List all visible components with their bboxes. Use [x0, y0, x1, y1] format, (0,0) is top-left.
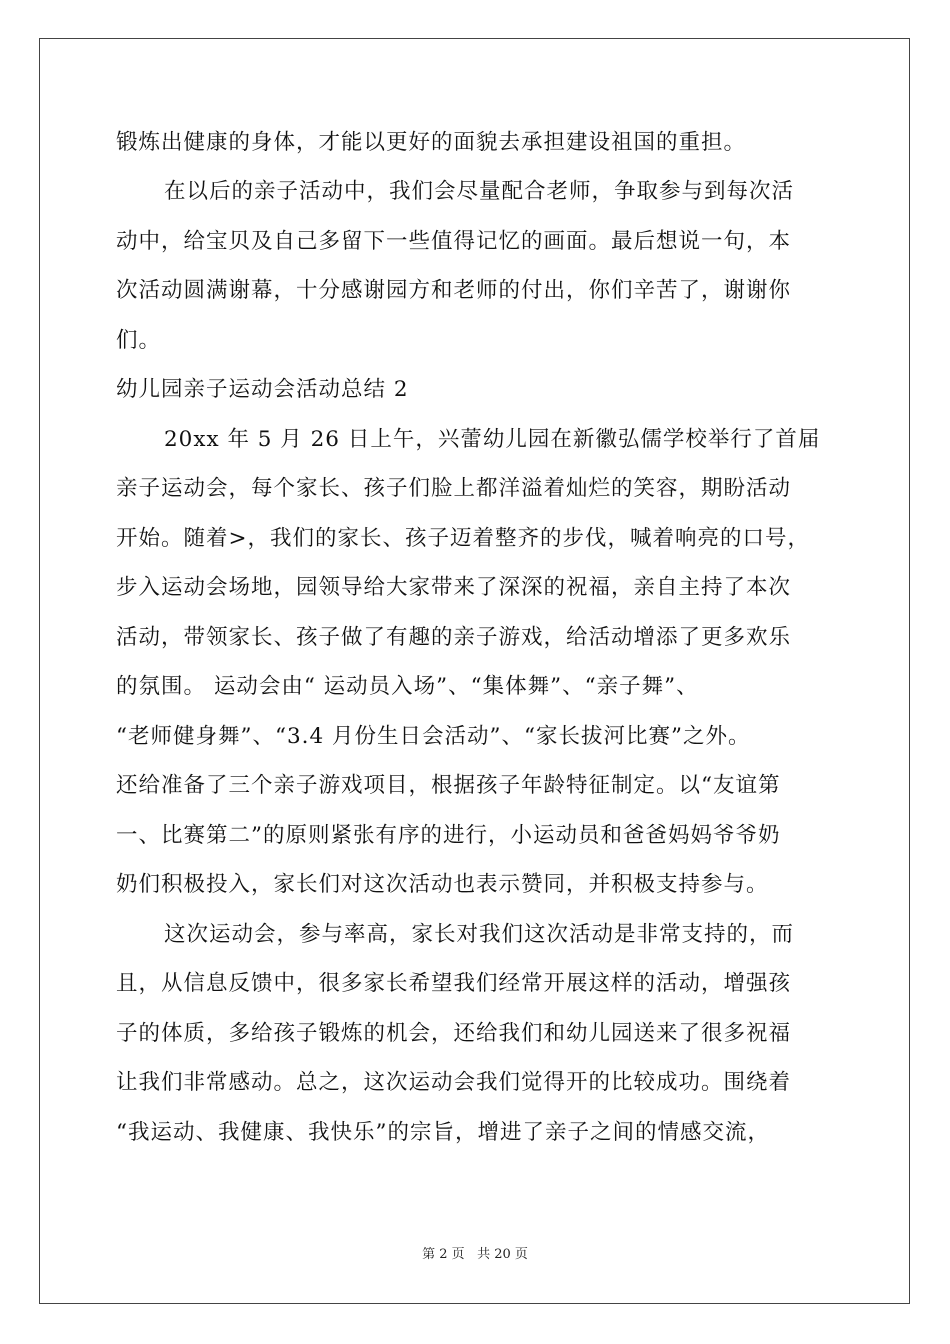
- text-line: 奶们积极投入，家长们对这次活动也表示赞同，并积极支持参与。: [116, 872, 769, 897]
- section-heading: 幼儿园亲子运动会活动总结 2: [116, 377, 409, 402]
- paragraph-start: 这次运动会，参与率高，家长对我们这次活动是非常支持的，而: [164, 922, 795, 947]
- text-line: 们。: [116, 328, 162, 353]
- text-line: 子的体质，多给孩子锻炼的机会，还给我们和幼儿园送来了很多祝福: [116, 1021, 792, 1046]
- text-line: 开始。随着>，我们的家长、孩子迈着整齐的步伐，喊着响亮的口号，: [116, 526, 811, 551]
- text-line: 动中，给宝贝及自己多留下一些值得记忆的画面。最后想说一句，本: [116, 229, 792, 254]
- text-line: 一、比赛第二”的原则紧张有序的进行，小运动员和爸爸妈妈爷爷奶: [116, 823, 781, 848]
- text-line: 锻炼出健康的身体，才能以更好的面貌去承担建设祖国的重担。: [116, 130, 747, 155]
- page-footer: [0, 1243, 950, 1262]
- text-line: 活动，带领家长、孩子做了有趣的亲子游戏，给活动增添了更多欢乐: [116, 625, 792, 650]
- page-number: 第 2 页: [422, 1247, 465, 1262]
- paragraph-start: 在以后的亲子活动中，我们会尽量配合老师，争取参与到每次活: [164, 179, 795, 204]
- page-total: 共 20 页: [477, 1247, 528, 1262]
- text-line: 且，从信息反馈中，很多家长希望我们经常开展这样的活动，增强孩: [116, 971, 792, 996]
- text-line: 还给准备了三个亲子游戏项目，根据孩子年龄特征制定。以“友谊第: [116, 773, 781, 798]
- text-line: 步入运动会场地，园领导给大家带来了深深的祝福，亲自主持了本次: [116, 575, 792, 600]
- text-line: 的氛围。 运动会由“ 运动员入场”、“集体舞”、“亲子舞”、: [116, 674, 699, 699]
- text-line: “我运动、我健康、我快乐”的宗旨，增进了亲子之间的情感交流，: [116, 1120, 770, 1145]
- text-line: 亲子运动会，每个家长、孩子们脸上都洋溢着灿烂的笑容，期盼活动: [116, 476, 792, 501]
- text-line: “老师健身舞”、“3.4 月份生日会活动”、“家长拔河比赛”之外。: [116, 724, 751, 749]
- text-line: 次活动圆满谢幕，十分感谢园方和老师的付出，你们辛苦了，谢谢你: [116, 278, 792, 303]
- paragraph-start: 20xx 年 5 月 26 日上午，兴蕾幼儿园在新徽弘儒学校举行了首届: [164, 427, 821, 452]
- text-line: 让我们非常感动。总之，这次运动会我们觉得开的比较成功。围绕着: [116, 1070, 792, 1095]
